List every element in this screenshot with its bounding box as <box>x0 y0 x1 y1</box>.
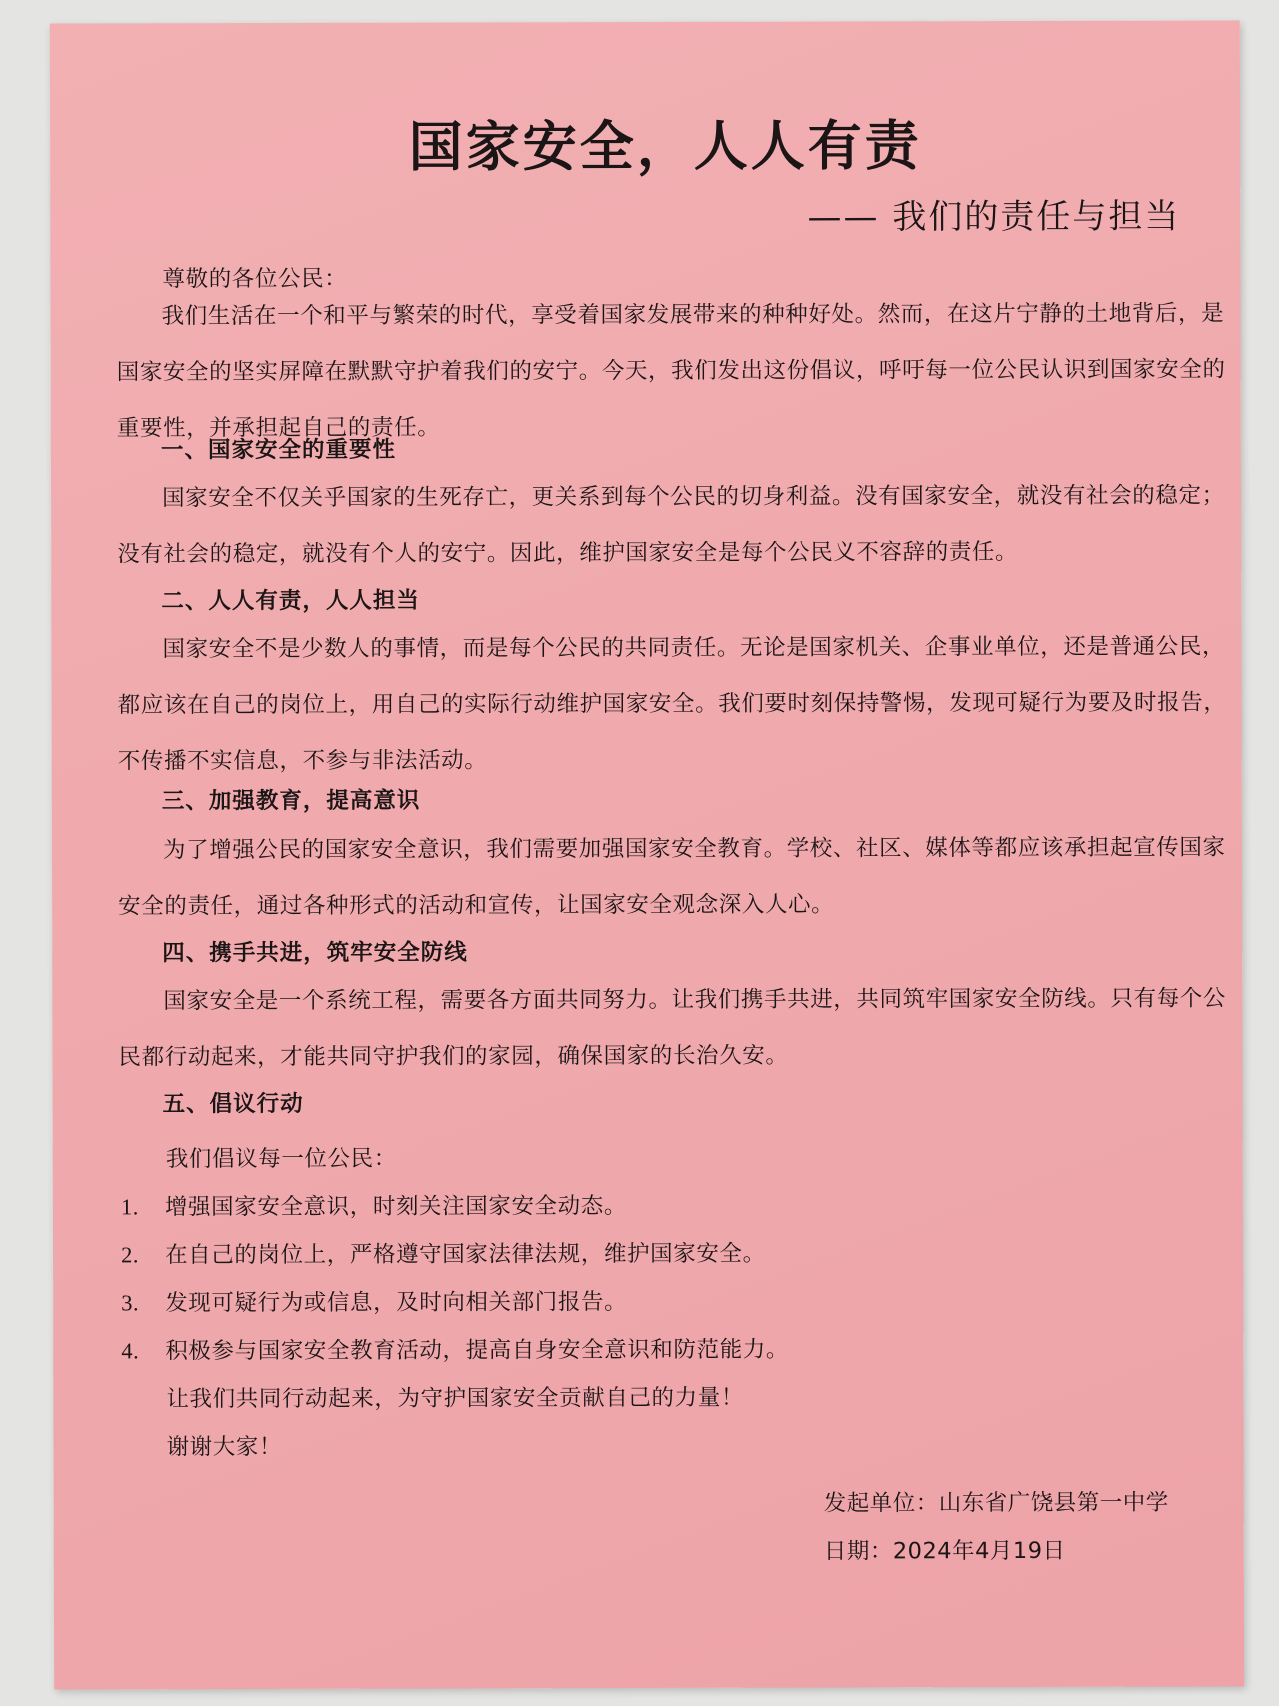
flyer-paper <box>50 20 1244 1689</box>
list-item <box>121 1332 789 1366</box>
list-item-number: 2. <box>121 1242 140 1268</box>
section-heading-2: 二、人人有责，人人担当 <box>161 587 420 615</box>
section-body-5: 我们倡议每一位公民： <box>165 1145 397 1173</box>
list-item-number: 4. <box>121 1338 140 1364</box>
section-heading-3: 三、加强教育，提高意识 <box>161 787 421 815</box>
list-item-number: 3. <box>121 1290 140 1316</box>
list-item-text: 积极参与国家安全教育活动，提高自身安全意识和防范能力。 <box>165 1336 790 1365</box>
list-item-text: 在自己的岗位上，严格遵守国家法律法规，维护国家安全。 <box>165 1240 766 1269</box>
list-item-text: 发现可疑行为或信息，及时向相关部门报告。 <box>165 1289 628 1317</box>
page-subtitle: —— 我们的责任与担当 <box>807 196 1181 238</box>
section-body-3: 为了增强公民的国家安全意识，我们需要加强国家安全教育。学校、社区、媒体等都应该承担起宣传国家安全的责任，通过各种形式的活动和宣传，让国家安全观念深入人心。 <box>118 834 1226 920</box>
intro-paragraph: 我们生活在一个和平与繁荣的时代，享受着国家发展带来的种种好处。然而，在这片宁静的土地背后，是国家安全的坚实屏障在默默守护着我们的安宁。今天，我们发出这份倡议，呼吁每一位公民认识到国家安全的重要性，并承担起自己的责任。 <box>116 300 1226 442</box>
section-body-2: 国家安全不是少数人的事情，而是每个公民的共同责任。无论是国家机关、企事业单位，还是普通公民，都应该在自己的岗位上，用自己的实际行动维护国家安全。我们要时刻保持警惕，发现可疑行为要及时报告，不传播不实信息，不参与非法活动。 <box>117 633 1227 775</box>
list-item <box>121 1236 766 1270</box>
section-heading-4: 四、携手共进，筑牢安全防线 <box>162 939 468 967</box>
section-heading-1: 一、国家安全的重要性 <box>160 436 396 464</box>
closing-line: 让我们共同行动起来，为守护国家安全贡献自己的力量！ <box>166 1384 744 1413</box>
section-heading-5: 五、倡议行动 <box>162 1090 304 1118</box>
list-item-number: 1. <box>120 1194 140 1220</box>
page-title: 国家安全，人人有责 <box>408 114 922 179</box>
thanks-line: 谢谢大家！ <box>166 1433 283 1461</box>
section-body-1: 国家安全不仅关乎国家的生死存亡，更关系到每个公民的切身利益。没有国家安全，就没有社会的稳定；没有社会的稳定，就没有个人的安宁。因此，维护国家安全是每个公民义不容辞的责任。 <box>117 482 1225 568</box>
date-line: 日期：2024年4月19日 <box>823 1537 1066 1565</box>
list-item-text: 增强国家安全意识，时刻关注国家安全动态。 <box>164 1193 627 1221</box>
list-item <box>121 1284 627 1317</box>
section-body-4: 国家安全是一个系统工程，需要各方面共同努力。让我们携手共进，共同筑牢国家安全防线。只有每个公民都行动起来，才能共同守护我们的家园，确保国家的长治久安。 <box>118 985 1227 1071</box>
list-item <box>121 1188 627 1221</box>
salutation: 尊敬的各位公民： <box>162 265 348 293</box>
initiator-line: 发起单位：山东省广饶县第一中学 <box>823 1489 1169 1517</box>
